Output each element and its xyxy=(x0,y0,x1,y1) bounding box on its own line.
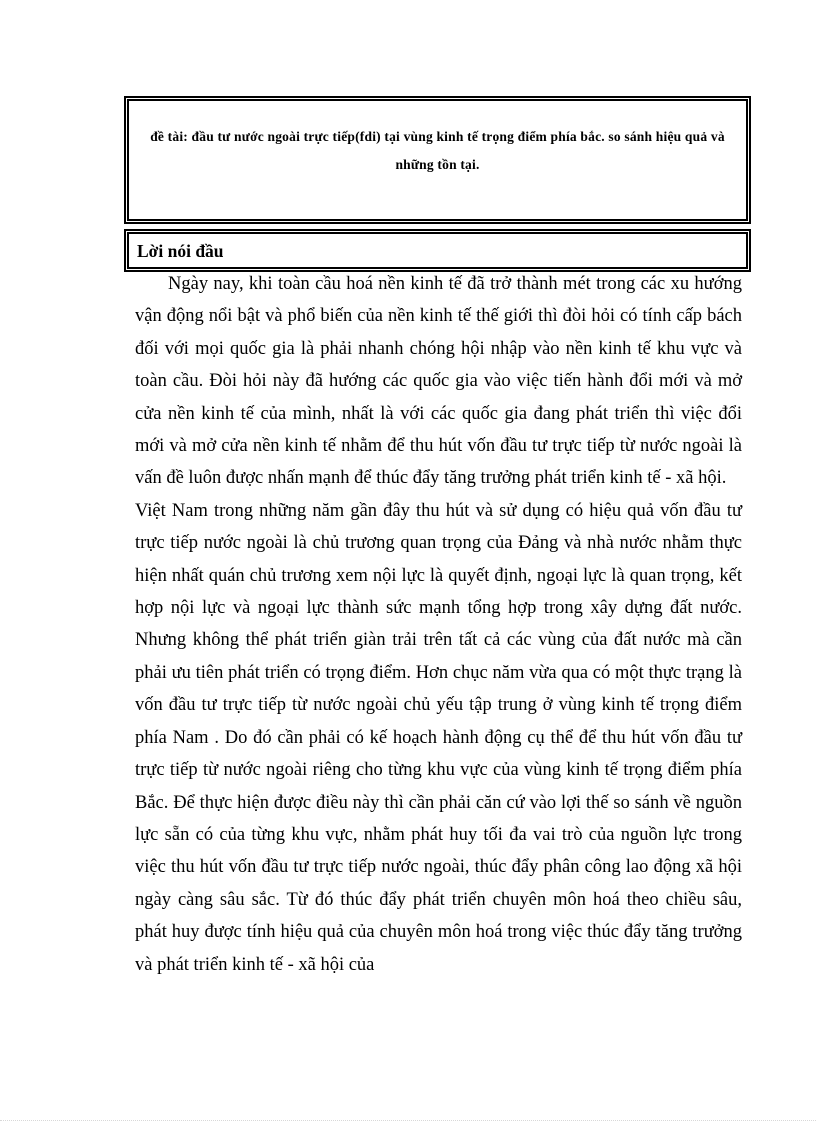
page-bottom-divider xyxy=(0,1120,816,1121)
document-title: đề tài: đầu tư nước ngoài trực tiếp(fdi) tại vùng kinh tế trọng điểm phía bắc. so sánh hiệu quả và những tồn tại. xyxy=(150,129,725,172)
paragraph-1: Ngày nay, khi toàn cầu hoá nền kinh tế đã trở thành mét trong các xu hướng vận động nổi bật và phổ biến của nền kinh tế thế giới thì đòi hỏi có tính cấp bách đối với mọi quốc gia là phải nhanh chóng hội nhập vào nền kinh tế khu vực và toàn cầu. Đòi hỏi này đã hướng các quốc gia vào việc tiến hành đổi mới và mở cửa nền kinh tế của mình, nhất là với các quốc gia đang phát triển thì việc đổi mới và mở cửa nền kinh tế nhằm để thu hút vốn đầu tư trực tiếp từ nước ngoài là vấn đề luôn được nhấn mạnh để thúc đẩy tăng trưởng phát triển kinh tế - xã hội. xyxy=(135,274,742,489)
heading-box xyxy=(124,229,751,272)
title-box xyxy=(124,96,751,224)
section-heading: Lời nói đầu xyxy=(137,241,224,261)
body-text xyxy=(135,268,742,981)
paragraph-2: Việt Nam trong những năm gần đây thu hút và sử dụng có hiệu quả vốn đầu tư trực tiếp nước ngoài là chủ trương quan trọng của Đảng và nhà nước nhằm thực hiện nhất quán chủ trương xem nội lực là quyết định, ngoại lực là quan trọng, kết hợp nội lực và ngoại lực thành sức mạnh tổng hợp trong xây dựng đất nước. Nhưng không thể phát triển giàn trải trên tất cả các vùng của đất nước mà cần phải ưu tiên phát triển có trọng điểm. Hơn chục năm vừa qua có một thực trạng là vốn đầu tư trực tiếp từ nước ngoài chủ yếu tập trung ở vùng kinh tế trọng điểm phía Nam . Do đó cần phải có kế hoạch hành động cụ thể để thu hút vốn đầu tư trực tiếp từ nước ngoài riêng cho từng khu vực của vùng kinh tế trọng điểm phía Bắc. Để thực hiện được điều này thì cần phải căn cứ vào lợi thế so sánh về nguồn lực sẵn có của từng khu vực, nhằm phát huy tối đa vai trò của nguồn lực trong việc thu hút vốn đầu tư trực tiếp nước ngoài, thúc đẩy phân công lao động xã hội ngày càng sâu sắc. Từ đó thúc đẩy phát triển chuyên môn hoá theo chiều sâu, phát huy được tính hiệu quả của chuyên môn hoá trong việc thúc đẩy tăng trưởng và phát triển kinh tế - xã hội của xyxy=(135,500,742,975)
